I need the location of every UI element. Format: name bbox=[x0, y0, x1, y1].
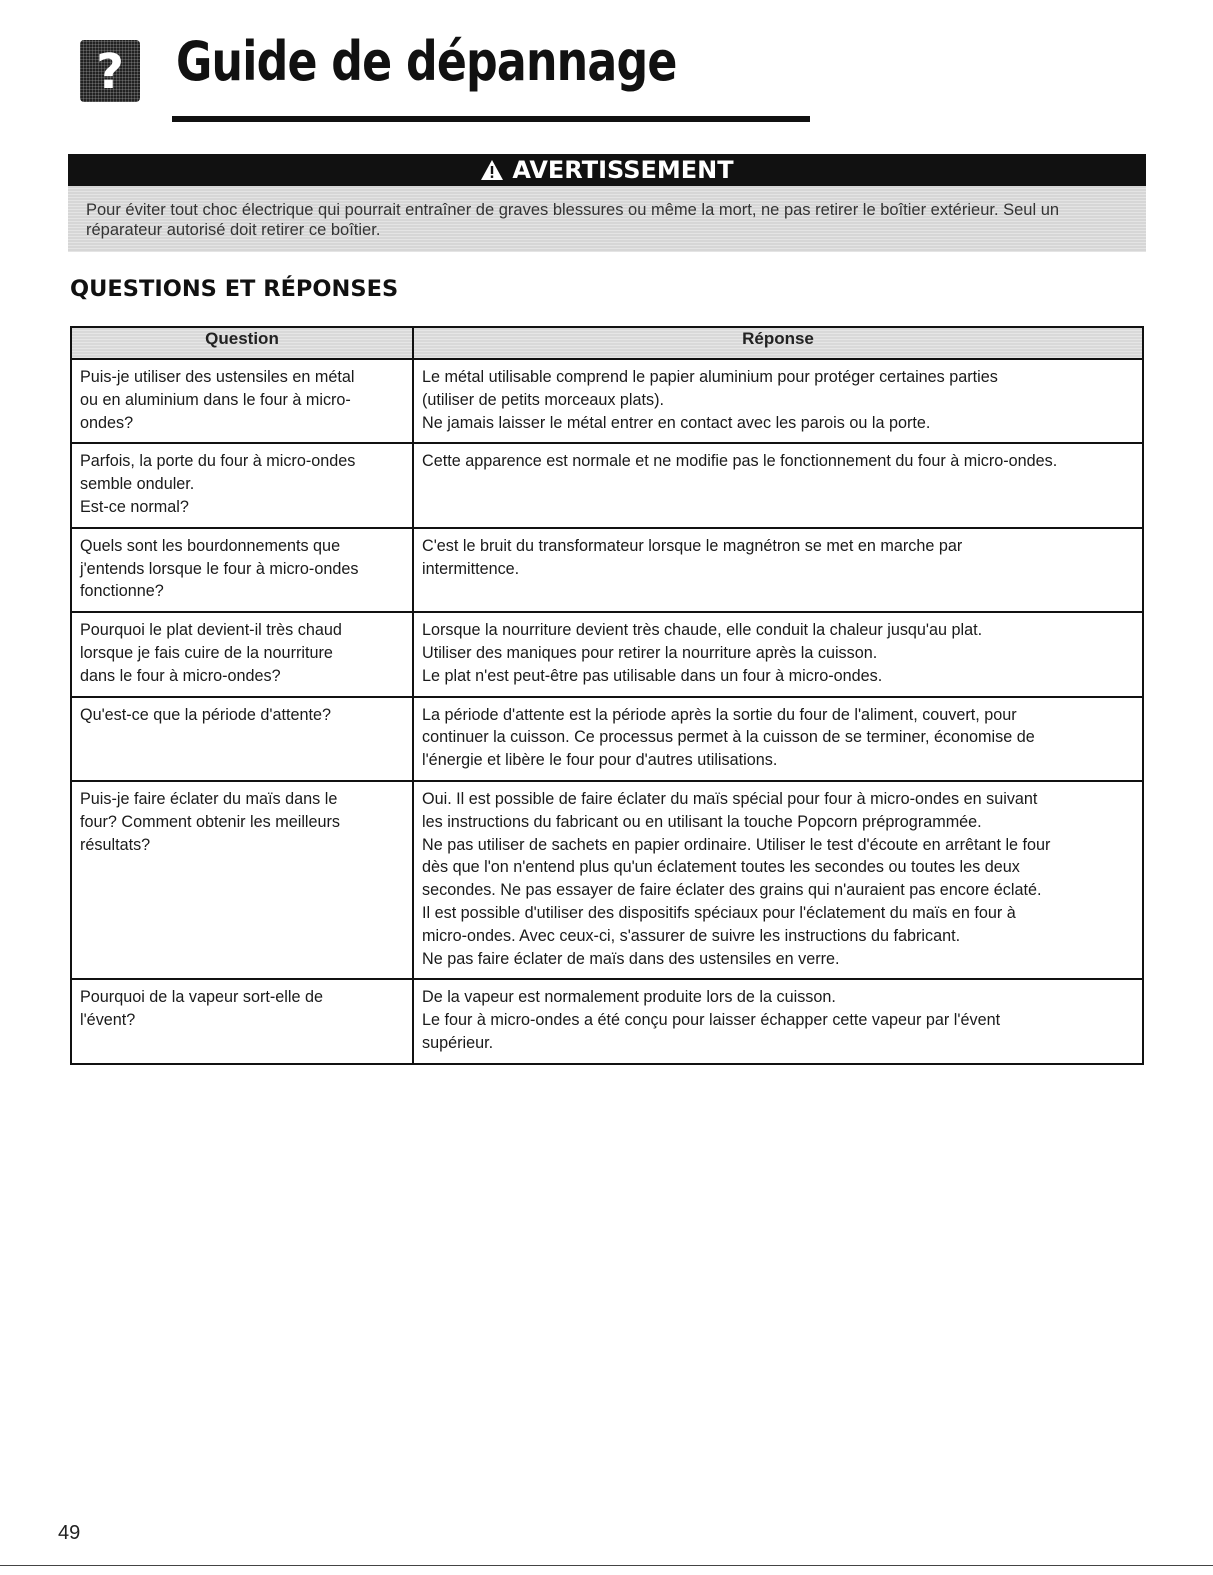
warning-label: AVERTISSEMENT bbox=[512, 156, 734, 184]
table-row bbox=[71, 443, 1143, 527]
column-header-answer: Réponse bbox=[413, 327, 1143, 359]
answer-cell bbox=[413, 612, 1143, 696]
question-cell bbox=[71, 528, 413, 612]
answer-line: Le plat n'est peut-être pas utilisable dans un four à micro-ondes. bbox=[422, 666, 883, 685]
answer-cell bbox=[413, 528, 1143, 612]
question-cell bbox=[71, 781, 413, 979]
question-line: Puis-je utiliser des ustensiles en métal bbox=[80, 368, 355, 386]
warning-text: Pour éviter tout choc électrique qui pourrait entraîner de graves blessures ou même la mort, ne pas retirer le boîtier extérieur. Seul un réparateur autorisé doit retirer ce boîtier. bbox=[68, 186, 1146, 252]
table-header-row bbox=[71, 327, 1143, 359]
table-row bbox=[71, 697, 1143, 781]
page-header bbox=[80, 30, 810, 126]
question-line: dans le four à micro-ondes? bbox=[80, 666, 281, 685]
page-number: 49 bbox=[58, 1522, 81, 1544]
question-cell bbox=[71, 443, 413, 527]
answer-cell bbox=[413, 697, 1143, 781]
question-cell bbox=[71, 359, 413, 443]
title-underline bbox=[172, 116, 810, 122]
answer-line: Le four à micro-ondes a été conçu pour laisser échapper cette vapeur par l'évent bbox=[422, 1011, 1001, 1030]
table-row bbox=[71, 612, 1143, 696]
answer-line: Ne pas utiliser de sachets en papier ordinaire. Utiliser le test d'écoute en arrêtant le four bbox=[422, 835, 1051, 854]
question-mark-icon: ? bbox=[80, 40, 140, 102]
bottom-rule bbox=[0, 1565, 1213, 1566]
answer-line: secondes. Ne pas essayer de faire éclater des grains qui n'auraient pas encore éclaté. bbox=[422, 881, 1042, 900]
question-line: l'évent? bbox=[80, 1011, 136, 1030]
question-line: ondes? bbox=[80, 413, 134, 432]
table-row bbox=[71, 781, 1143, 979]
answer-line: Le métal utilisable comprend le papier aluminium pour protéger certaines parties bbox=[422, 368, 998, 386]
answer-line: continuer la cuisson. Ce processus permet à la cuisson de se terminer, économise de bbox=[422, 728, 1035, 747]
answer-line: Lorsque la nourriture devient très chaude, elle conduit la chaleur jusqu'au plat. bbox=[422, 621, 983, 640]
question-line: Parfois, la porte du four à micro-ondes bbox=[80, 452, 356, 471]
question-line: Pourquoi le plat devient-il très chaud bbox=[80, 621, 342, 640]
page-title: Guide de dépannage bbox=[176, 30, 677, 93]
table-row bbox=[71, 979, 1143, 1063]
warning-triangle-icon bbox=[480, 159, 504, 181]
question-line: j'entends lorsque le four à micro-ondes bbox=[80, 559, 359, 578]
question-line: fonctionne? bbox=[80, 582, 164, 601]
question-line: Pourquoi de la vapeur sort-elle de bbox=[80, 988, 323, 1007]
answer-line: dès que l'on n'entend plus qu'un éclatement toutes les secondes ou toutes les deux bbox=[422, 858, 1020, 877]
warning-banner bbox=[68, 154, 1146, 186]
answer-line: l'énergie et libère le four pour d'autres utilisations. bbox=[422, 751, 778, 770]
question-cell bbox=[71, 612, 413, 696]
qa-table-body bbox=[71, 359, 1143, 1064]
answer-line: supérieur. bbox=[422, 1033, 494, 1052]
answer-line: La période d'attente est la période après la sortie du four de l'aliment, couvert, pour bbox=[422, 705, 1017, 724]
answer-line: C'est le bruit du transformateur lorsque le magnétron se met en marche par bbox=[422, 536, 963, 555]
question-line: Est-ce normal? bbox=[80, 497, 189, 516]
question-cell bbox=[71, 697, 413, 781]
answer-cell bbox=[413, 781, 1143, 979]
question-line: Quels sont les bourdonnements que bbox=[80, 536, 341, 555]
qa-table bbox=[70, 326, 1144, 1065]
answer-line: (utiliser de petits morceaux plats). bbox=[422, 390, 665, 409]
answer-line: les instructions du fabricant ou en utilisant la touche Popcorn préprogrammée. bbox=[422, 812, 982, 831]
answer-line: Oui. Il est possible de faire éclater du maïs spécial pour four à micro-ondes en suivant bbox=[422, 789, 1038, 808]
answer-line: Ne jamais laisser le métal entrer en contact avec les parois ou la porte. bbox=[422, 413, 931, 432]
column-header-question: Question bbox=[71, 327, 413, 359]
section-title: QUESTIONS ET RÉPONSES bbox=[70, 276, 399, 302]
answer-line: Il est possible d'utiliser des dispositifs spéciaux pour l'éclatement du maïs en four à bbox=[422, 903, 1016, 922]
answer-line: micro-ondes. Avec ceux-ci, s'assurer de suivre les instructions du fabricant. bbox=[422, 926, 961, 945]
question-line: semble onduler. bbox=[80, 475, 195, 494]
answer-line: Cette apparence est normale et ne modifie pas le fonctionnement du four à micro-ondes. bbox=[422, 452, 1058, 471]
answer-line: intermittence. bbox=[422, 559, 520, 578]
answer-line: Utiliser des maniques pour retirer la nourriture après la cuisson. bbox=[422, 643, 878, 662]
question-line: Qu'est-ce que la période d'attente? bbox=[80, 705, 331, 724]
question-cell bbox=[71, 979, 413, 1063]
question-line: Puis-je faire éclater du maïs dans le bbox=[80, 789, 338, 808]
table-row bbox=[71, 528, 1143, 612]
answer-cell bbox=[413, 359, 1143, 443]
answer-line: De la vapeur est normalement produite lors de la cuisson. bbox=[422, 988, 836, 1007]
question-line: lorsque je fais cuire de la nourriture bbox=[80, 643, 333, 662]
question-line: ou en aluminium dans le four à micro- bbox=[80, 390, 351, 409]
question-line: four? Comment obtenir les meilleurs bbox=[80, 812, 341, 831]
table-row bbox=[71, 359, 1143, 443]
warning-box bbox=[68, 154, 1146, 252]
question-line: résultats? bbox=[80, 835, 151, 854]
answer-line: Ne pas faire éclater de maïs dans des ustensiles en verre. bbox=[422, 949, 840, 968]
answer-cell bbox=[413, 443, 1143, 527]
answer-cell bbox=[413, 979, 1143, 1063]
